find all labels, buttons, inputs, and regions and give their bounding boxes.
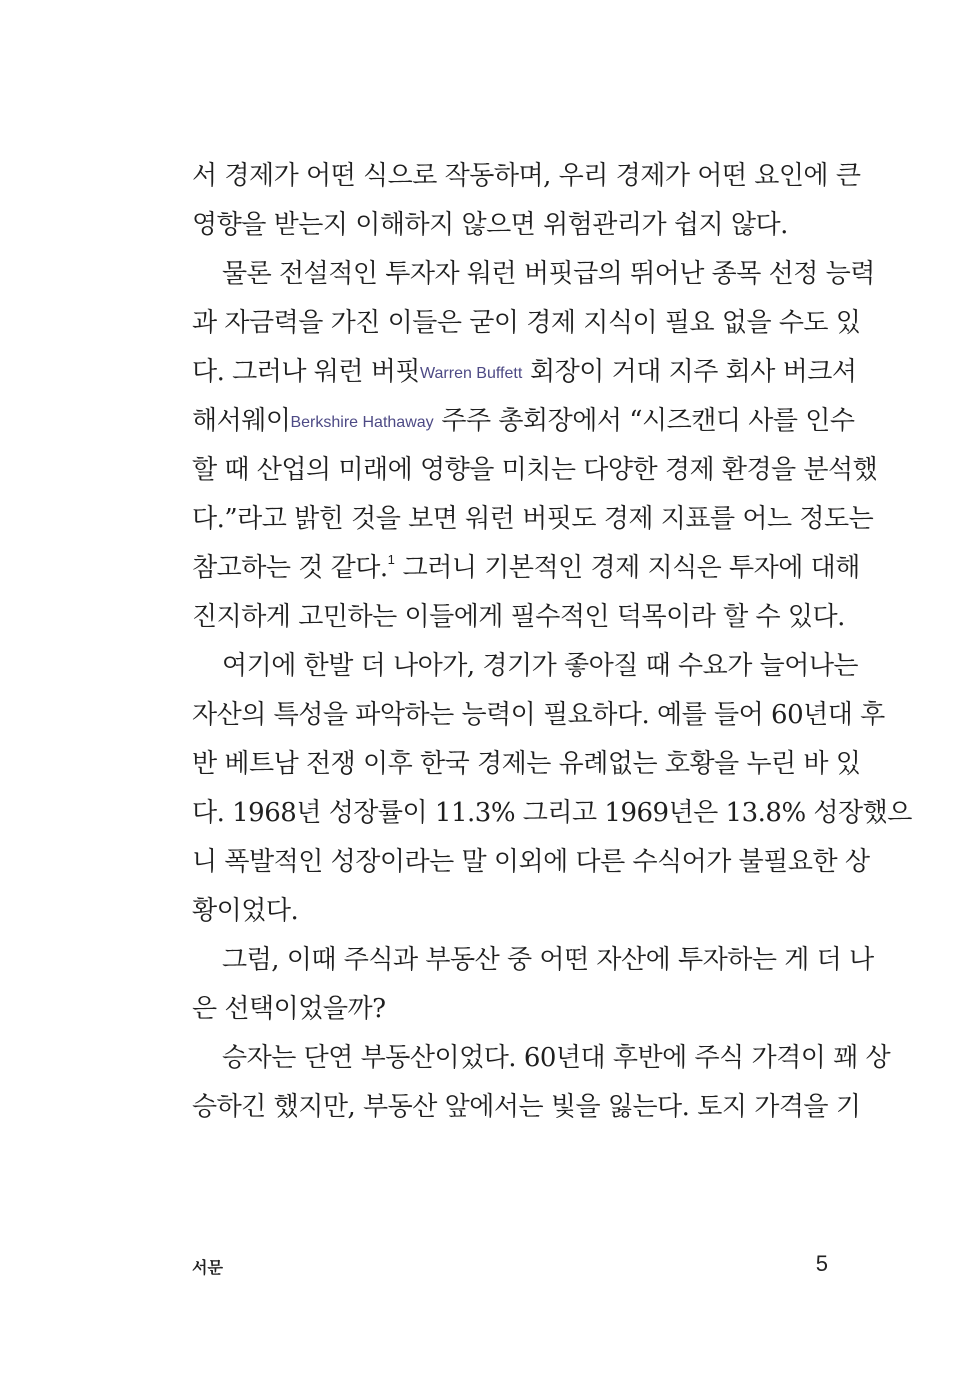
- running-footer-section: 서문: [192, 1260, 223, 1277]
- text-line: 황이었다.: [192, 896, 299, 926]
- text-segment: 해서웨이: [192, 406, 291, 436]
- text-segment: 회장이 거대 지주 회사 버크셔: [522, 357, 857, 387]
- text-line: [192, 397, 855, 446]
- text-segment: 참고하는 것 같다.: [192, 553, 388, 583]
- text-line: 자산의 특성을 파악하는 능력이 필요하다. 예를 들어 60년대 후: [192, 700, 885, 730]
- text-line: [192, 348, 857, 397]
- english-term-berkshire-hathaway: Berkshire Hathaway: [290, 414, 434, 431]
- text-line: 다. 1968년 성장률이 11.3% 그리고 1969년은 13.8% 성장했으: [192, 798, 912, 828]
- text-line: 영향을 받는지 이해하지 않으면 위험관리가 쉽지 않다.: [192, 210, 788, 240]
- text-line: 과 자금력을 가진 이들은 굳이 경제 지식이 필요 없을 수도 있: [192, 308, 861, 338]
- footnote-reference[interactable]: 1: [387, 552, 395, 567]
- text-line: 할 때 산업의 미래에 영향을 미치는 다양한 경제 환경을 분석했: [192, 455, 878, 485]
- text-line: [192, 544, 860, 593]
- text-line: 서 경제가 어떤 식으로 작동하며, 우리 경제가 어떤 요인에 큰: [192, 161, 861, 191]
- text-segment: 다. 그러나 워런 버핏: [192, 357, 420, 387]
- text-line: 니 폭발적인 성장이라는 말 이외에 다른 수식어가 불필요한 상: [192, 847, 870, 877]
- text-segment: 주주 총회장에서 “시즈캔디 사를 인수: [433, 406, 855, 436]
- body-text: [192, 152, 912, 1132]
- text-line: 다.”라고 밝힌 것을 보면 워런 버핏도 경제 지표를 어느 정도는: [192, 504, 874, 534]
- text-line: 여기에 한발 더 나아가, 경기가 좋아질 때 수요가 늘어나는: [222, 651, 859, 681]
- text-line: 물론 전설적인 투자자 워런 버핏급의 뛰어난 종목 선정 능력: [222, 259, 875, 289]
- english-term-warren-buffett: Warren Buffett: [420, 365, 523, 382]
- text-line: 은 선택이었을까?: [192, 994, 386, 1024]
- text-line: 진지하게 고민하는 이들에게 필수적인 덕목이라 할 수 있다.: [192, 602, 845, 632]
- text-line: 승하긴 했지만, 부동산 앞에서는 빛을 잃는다. 토지 가격을 기: [192, 1092, 861, 1122]
- text-line: 승자는 단연 부동산이었다. 60년대 후반에 주식 가격이 꽤 상: [222, 1043, 891, 1073]
- text-line: 반 베트남 전쟁 이후 한국 경제는 유례없는 호황을 누린 바 있: [192, 749, 861, 779]
- text-line: 그럼, 이때 주식과 부동산 중 어떤 자산에 투자하는 게 더 나: [222, 945, 874, 975]
- page-number: 5: [815, 1251, 828, 1276]
- text-segment: 그러니 기본적인 경제 지식은 투자에 대해: [394, 553, 860, 583]
